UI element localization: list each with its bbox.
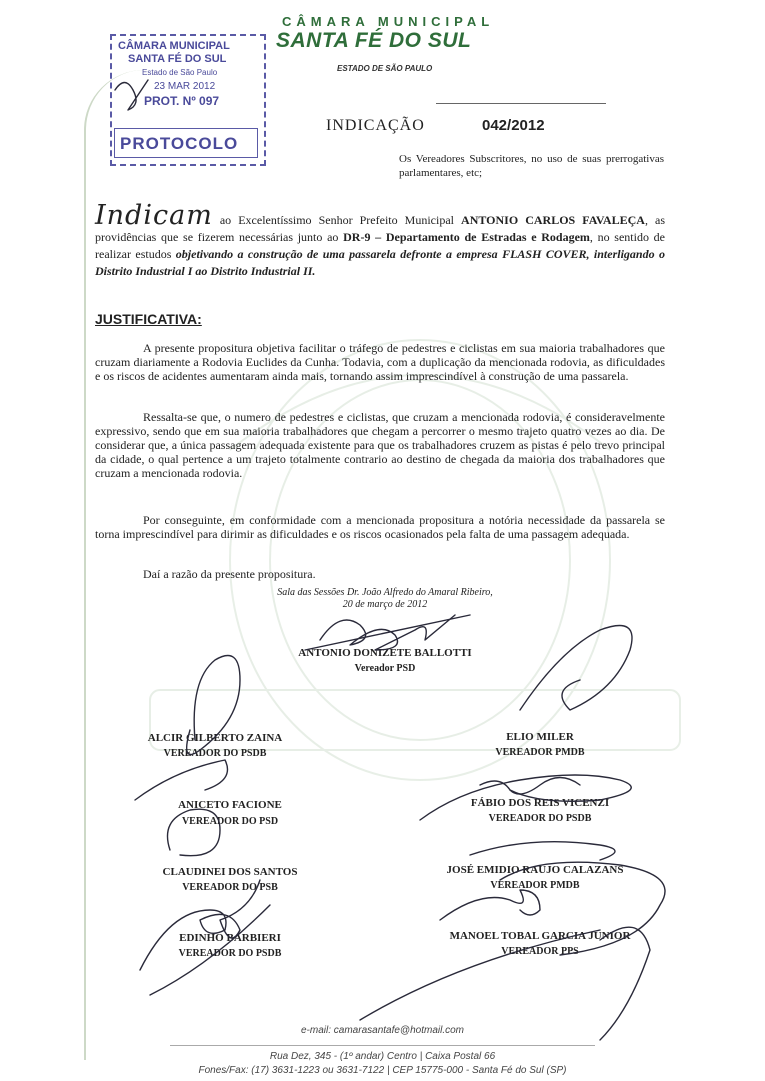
justificativa-heading: JUSTIFICATIVA: — [95, 311, 202, 327]
indicam-text3: , no sentido de realizar estudos — [95, 230, 665, 261]
justificativa-p1: A presente propositura objetiva facilitar o tráfego de pedestres e ciclistas em sua maioria trabalhadores que cruzam diariamente a Rodovia Euclides da Cunha. Todavia, com a duplicação da mencionada rodovia, as dificuldades e os riscos de acidentes aumentaram ainda mais, tornando assim imprescindível à construção de uma passarela. — [95, 341, 665, 383]
justificativa-p4: Daí a razão da presente propositura. — [143, 567, 316, 581]
footer-email: e-mail: camarasantafe@hotmail.com — [301, 1025, 464, 1036]
indicam-objective: objetivando a construção de uma passarela defronte a empresa FLASH COVER, interligando o Distrito Industrial I ao Distrito Industrial II. — [95, 247, 665, 278]
indicacao-title: INDICAÇÃO — [326, 117, 425, 134]
footer-address: Rua Dez, 345 - (1º andar) Centro | Caixa Postal 66 — [269, 1051, 496, 1062]
indicam-word: Indicam — [95, 200, 213, 231]
signatory-role: VEREADOR DO PSB — [182, 882, 278, 893]
signatory-role: VEREADOR DO PSDB — [178, 948, 282, 959]
signatory-role: VEREADOR DO PSD — [181, 816, 279, 827]
org-name-top: CÂMARA MUNICIPAL — [282, 14, 495, 29]
signatory-name: ELIO MILER — [506, 731, 574, 743]
justificativa-p2: Ressalta-se que, o numero de pedestres e ciclistas, que cruzam a mencionada rodovia, é consideravelmente expressivo, sendo que em sua maioria trabalhadores que chegam a percorrer o mesmo trajeto quatro vezes ao dia. De considerar que, a única passagem adequada existente para que os trabalhadores cruzem as pistas é pelo trevo principal da cidade, o qual pertence a um trajeto totalmente contrario ao destino de chegada da maioria dos trabalhadores que cruzam a mencionada rodovia. — [95, 410, 665, 480]
signatory-role: VEREADOR DO PSDB — [163, 748, 267, 759]
signatory-role: VEREADOR PPS — [501, 946, 579, 957]
signatory-name: FÁBIO DOS REIS VICENZI — [470, 797, 610, 809]
stamp-date: 23 MAR 2012 — [154, 81, 216, 92]
org-state: ESTADO DE SÃO PAULO — [337, 64, 433, 73]
indicam-text2: , as providências que se fizerem necessárias junto ao — [95, 213, 665, 244]
session-date: 20 de março de 2012 — [342, 599, 428, 610]
signatory-role: VEREADOR DO PSDB — [488, 813, 592, 824]
justificativa-p3: Por conseguinte, em conformidade com a mencionada propositura a notória necessidade da passarela se torna imprescindível para dirimir as dificuldades e os riscos ocasionados pela falta de uma passagem adequada. — [95, 513, 665, 541]
footer-address-block — [0, 1050, 765, 1078]
preamble: Os Vereadores Subscritores, no uso de suas prerrogativas parlamentares, etc; — [399, 153, 664, 179]
signatory-main-name: ANTONIO DONIZETE BALLOTTI — [298, 647, 472, 659]
signatory-name: EDINHO BARBIERI — [179, 932, 281, 944]
indicam-text1: ao Excelentíssimo Senhor Prefeito Municipal — [212, 213, 462, 227]
stamp-line2: SANTA FÉ DO SUL — [128, 53, 227, 65]
indicam-dr9: DR-9 – Departamento de Estradas e Rodagem — [343, 230, 590, 244]
signatory-role: VEREADOR PMDB — [490, 880, 580, 891]
org-name-main: SANTA FÉ DO SUL — [276, 29, 472, 52]
signatory-main-role: Vereador PSD — [354, 663, 416, 674]
session-place: Sala das Sessões Dr. João Alfredo do Amaral Ribeiro, — [277, 587, 493, 598]
footer-divider — [170, 1045, 595, 1046]
stamp-prot: PROT. Nº 097 — [144, 94, 220, 108]
indicacao-number: 042/2012 — [482, 117, 545, 134]
signatory-name: CLAUDINEI DOS SANTOS — [162, 866, 298, 878]
stamp-label: PROTOCOLO — [120, 134, 239, 153]
stamp-line1: CÂMARA MUNICIPAL — [118, 40, 230, 52]
signatory-name: JOSÉ EMIDIO RAUJO CALAZANS — [446, 864, 624, 876]
signatory-name: ALCIR GILBERTO ZAINA — [147, 732, 283, 744]
stamp-line3: Estado de São Paulo — [142, 68, 218, 77]
signatory-role: VEREADOR PMDB — [495, 747, 585, 758]
signatory-name: MANOEL TOBAL GARCIA JUNIOR — [449, 930, 631, 942]
indicam-prefeito: ANTONIO CARLOS FAVALEÇA — [461, 213, 645, 227]
signatory-name: ANICETO FACIONE — [178, 799, 282, 811]
footer-phones: Fones/Fax: (17) 3631-1223 ou 3631-7122 | CEP 15775-000 - Santa Fé do Sul (SP) — [198, 1065, 567, 1076]
